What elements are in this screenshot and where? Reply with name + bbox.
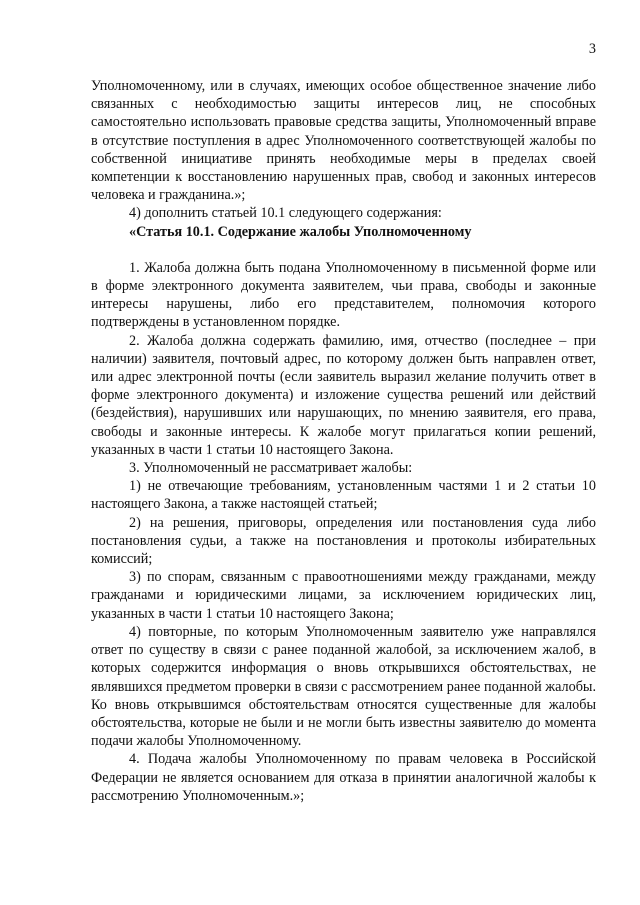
paragraph-item-4: 4) повторные, по которым Уполномоченным заявителю уже направлялся ответ по существу в связи с ранее поданной жалобой, за исключением жалоб, в которых содержится информация о вновь открывшихся обстоятельствах, не являвшихся предметом проверки в связи с рассмотрением ранее поданной жалобы. Ко вновь открывшимся обстоятельствам относятся существенные для жалобы обстоятельства, которые не были и не могли быть известны заявителю до момента подачи жалобы Уполномоченному. xyxy=(91,623,596,750)
paragraph-continuation: Уполномоченному, или в случаях, имеющих особое общественное значение либо связанных с необходимостью защиты интересов лиц, не способных самостоятельно использовать правовые средства защиты, Уполномоченный вправе в отсутствие поступления в адрес Уполномоченного соответствующей жалобы по собственной инициативе принять необходимые меры в пределах своей компетенции к восстановлению нарушенных прав, свобод и законных интересов человека и гражданина.»; xyxy=(91,78,596,204)
paragraph-item-2: 2) на решения, приговоры, определения или постановления суда либо постановления судьи, а также на постановления и протоколы избирательных комиссий; xyxy=(91,514,596,568)
paragraph-part-4: 4. Подача жалобы Уполномоченному по правам человека в Российской Федерации не является основанием для отказа в принятии аналогичной жалобы к рассмотрению Уполномоченным.»; xyxy=(91,751,596,804)
paragraph-part-3: 3. Уполномоченный не рассматривает жалобы: xyxy=(129,460,413,477)
paragraph-item-3: 3) по спорам, связанным с правоотношениями между гражданами, между гражданами и юридическими лицами, за исключением юридических лиц, указанных в части 1 статьи 10 настоящего Закона; xyxy=(91,569,596,622)
paragraph-item-1: 1) не отвечающие требованиям, установленным частями 1 и 2 статьи 10 настоящего Закона, а также настоящей статьей; xyxy=(91,478,596,513)
paragraph-part-1: 1. Жалоба должна быть подана Уполномоченному в письменной форме или в форме электронного документа заявителем, чьи права, свободы и законные интересы нарушены, либо его представителем, полномочия которого подтверждены в установленном порядке. xyxy=(91,259,596,331)
article-heading: «Статья 10.1. Содержание жалобы Уполномоченному xyxy=(129,223,472,240)
paragraph-part-2: 2. Жалоба должна содержать фамилию, имя, отчество (последнее – при наличии) заявителя, почтовый адрес, по которому должен быть направлен ответ, или адрес электронной почты (если заявитель выразил желание получить ответ в форме электронного документа) и изложение существа решений или действий (бездействия), нарушивших или нарушающих, по мнению заявителя, его права, свободы и законные интересы. К жалобе могут прилагаться копии решений, указанных в части 1 статьи 10 настоящего Закона. xyxy=(91,332,596,458)
page-number: 3 xyxy=(588,41,596,57)
document-body xyxy=(91,77,596,805)
paragraph-amendment-4: 4) дополнить статьей 10.1 следующего содержания: xyxy=(129,205,442,222)
